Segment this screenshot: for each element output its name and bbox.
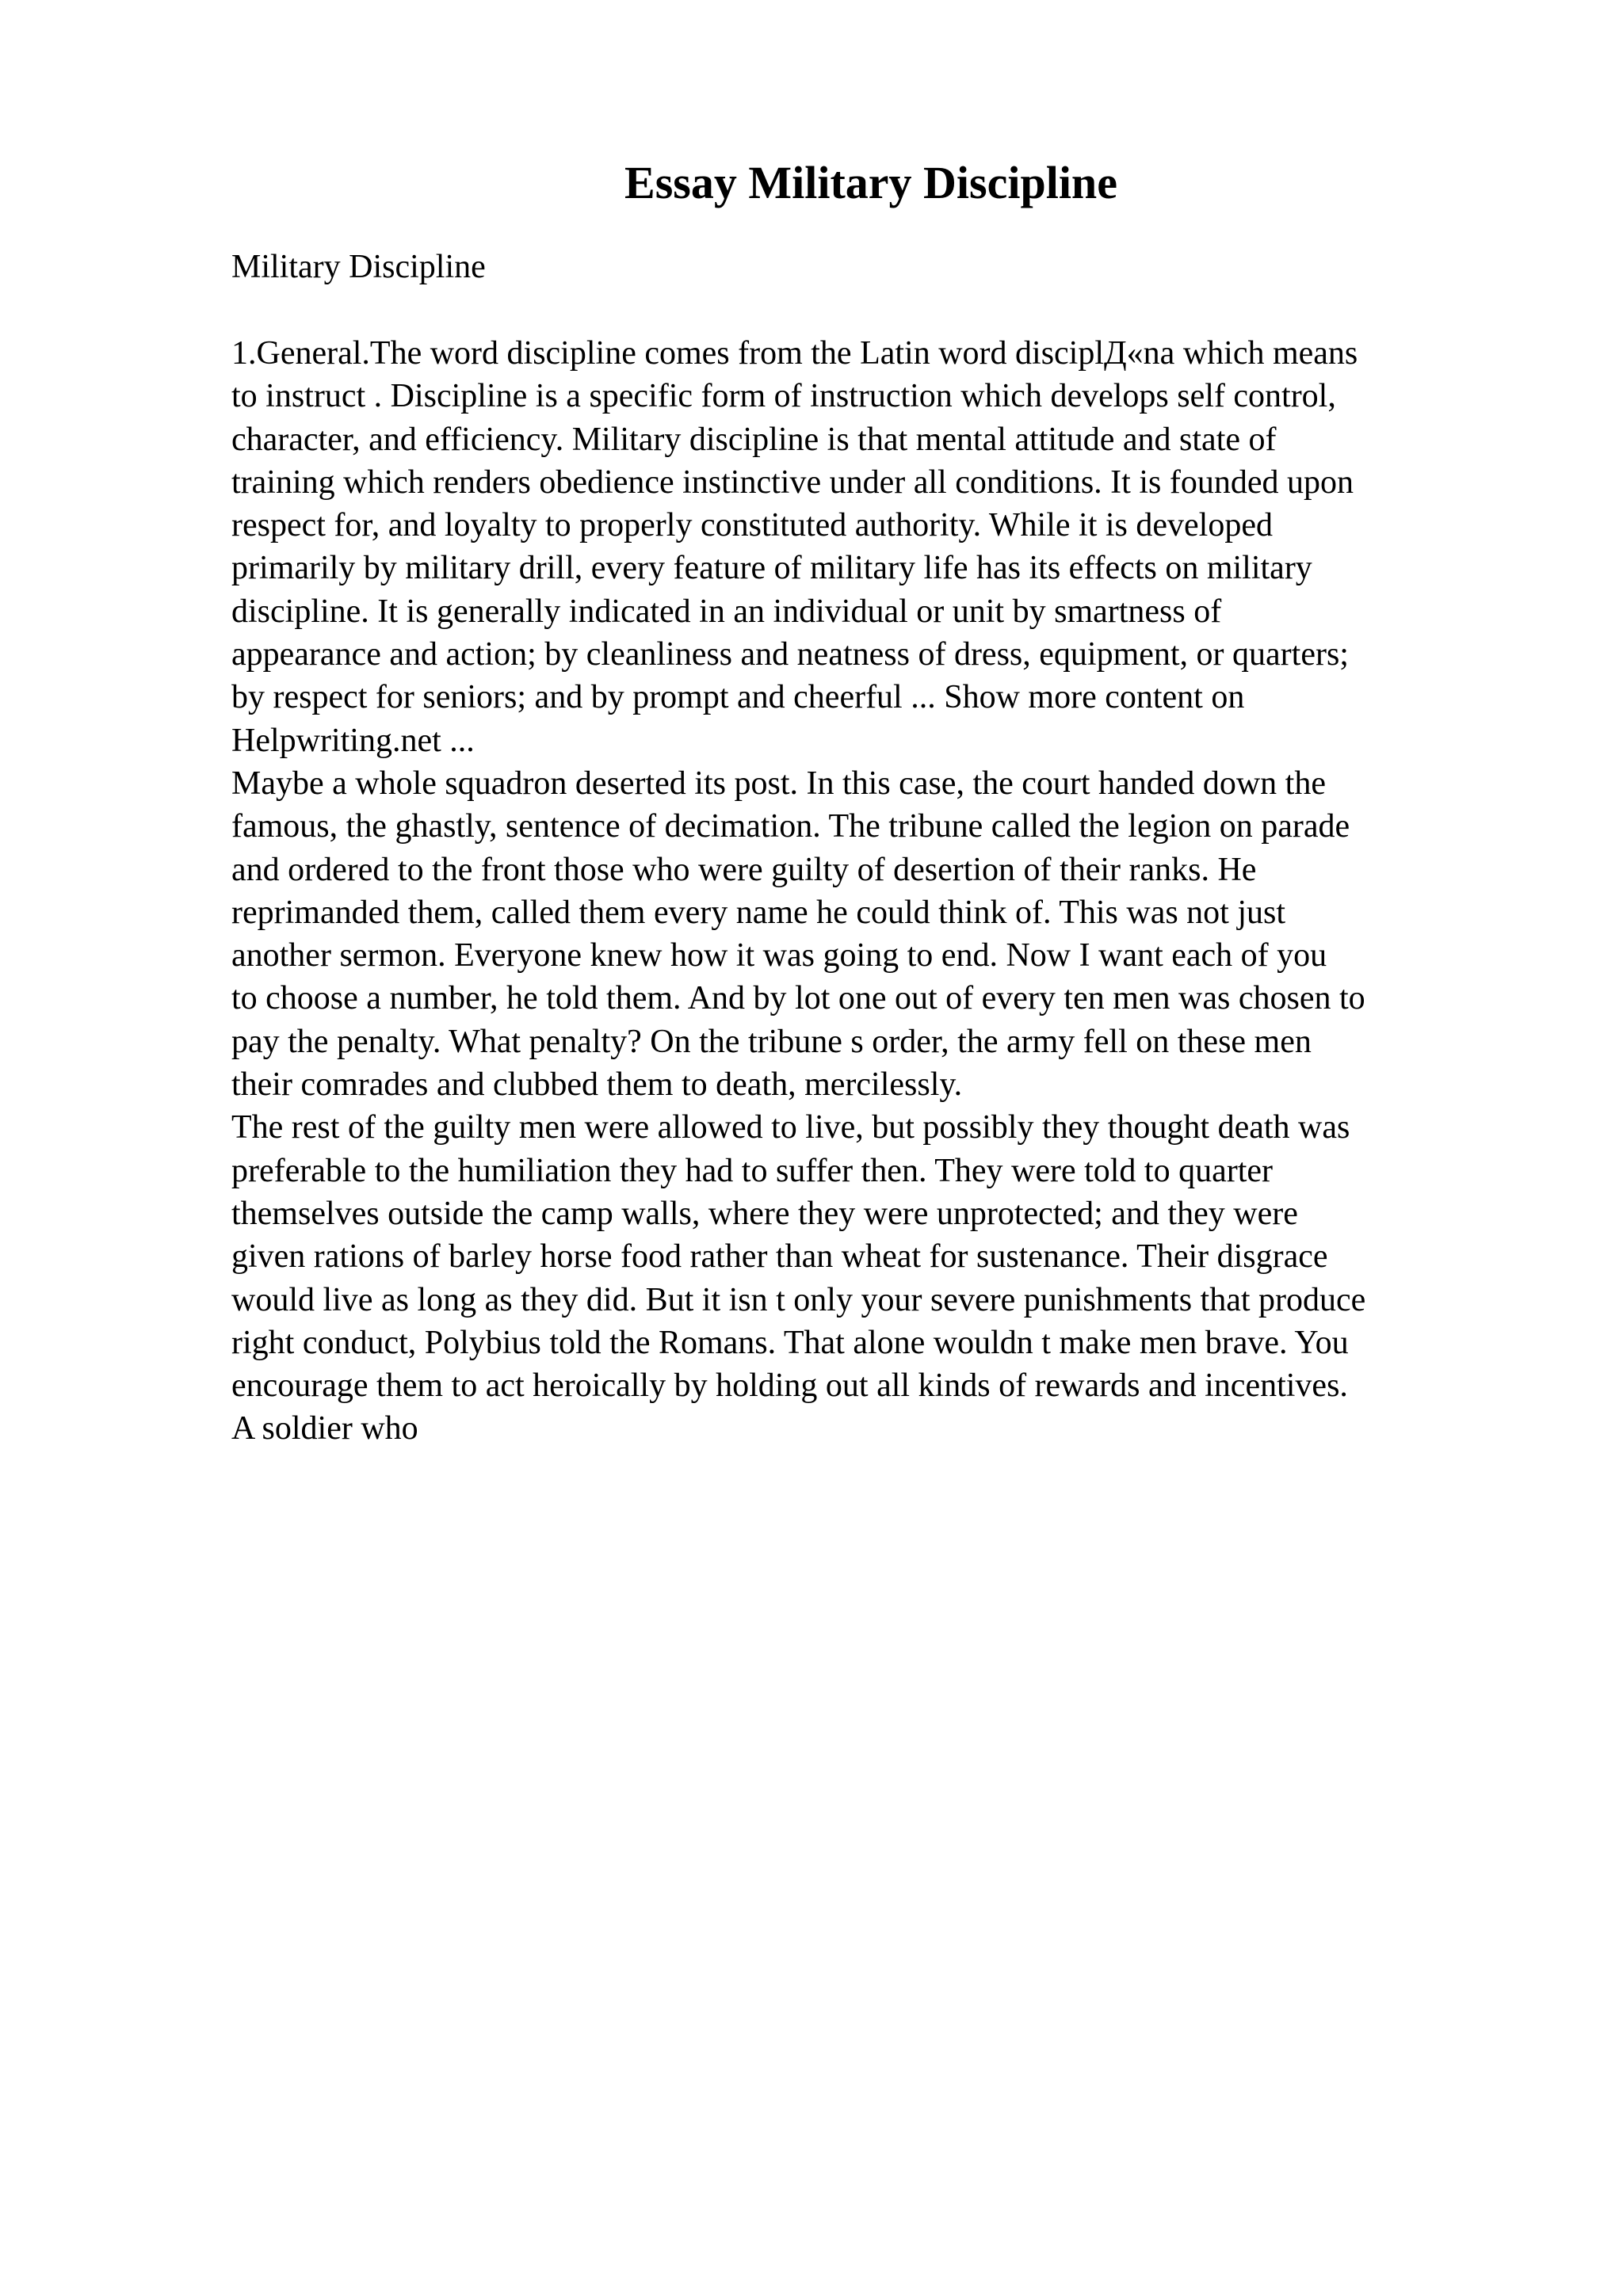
text-line: character, and efficiency. Military discipline is that mental attitude and state of: [231, 421, 1277, 458]
text-line: training which renders obedience instinctive under all conditions. It is founded upon: [231, 463, 1354, 501]
text-line: pay the penalty. What penalty? On the tribune s order, the army fell on these men: [231, 1023, 1312, 1060]
text-line: would live as long as they did. But it isn t only your severe punishments that produce: [231, 1281, 1366, 1318]
text-line: given rations of barley horse food rather than wheat for sustenance. Their disgrace: [231, 1238, 1328, 1276]
text-line: The rest of the guilty men were allowed to live, but possibly they thought death was: [231, 1109, 1350, 1146]
text-line: respect for, and loyalty to properly constituted authority. While it is developed: [231, 507, 1273, 544]
text-line: 1.General.The word discipline comes from the Latin word disciplД«na which means: [231, 335, 1358, 372]
text-line: and ordered to the front those who were guilty of desertion of their ranks. He: [231, 851, 1257, 888]
text-line: discipline. It is generally indicated in an individual or unit by smartness of: [231, 593, 1222, 630]
text-line: Maybe a whole squadron deserted its post. In this case, the court handed down the: [231, 765, 1326, 802]
text-line: encourage them to act heroically by holding out all kinds of rewards and incentives.: [231, 1367, 1348, 1405]
text-line: preferable to the humiliation they had to suffer then. They were told to quarter: [231, 1152, 1274, 1189]
document-subtitle: Military Discipline: [231, 249, 486, 285]
text-line: another sermon. Everyone knew how it was going to end. Now I want each of you: [231, 937, 1327, 974]
text-line: by respect for seniors; and by prompt and cheerful ... Show more content on: [231, 679, 1245, 716]
text-line: A soldier who: [231, 1410, 418, 1447]
text-line: themselves outside the camp walls, where they were unprotected; and they were: [231, 1195, 1298, 1232]
text-line: to instruct . Discipline is a specific form of instruction which develops self control,: [231, 378, 1336, 415]
text-line: right conduct, Polybius told the Romans. That alone wouldn t make men brave. You: [231, 1324, 1349, 1361]
text-line: Helpwriting.net ...: [231, 722, 475, 759]
text-line: appearance and action; by cleanliness and neatness of dress, equipment, or quarters;: [231, 636, 1349, 673]
text-line: primarily by military drill, every feature of military life has its effects on military: [231, 550, 1312, 587]
text-line: famous, the ghastly, sentence of decimation. The tribune called the legion on parade: [231, 808, 1350, 845]
text-line: to choose a number, he told them. And by lot one out of every ten men was chosen to: [231, 980, 1365, 1017]
text-line: their comrades and clubbed them to death, mercilessly.: [231, 1066, 963, 1104]
document-title: Essay Military Discipline: [624, 157, 1117, 208]
essay-body: [231, 332, 1499, 1451]
text-line: reprimanded them, called them every name he could think of. This was not just: [231, 894, 1286, 931]
